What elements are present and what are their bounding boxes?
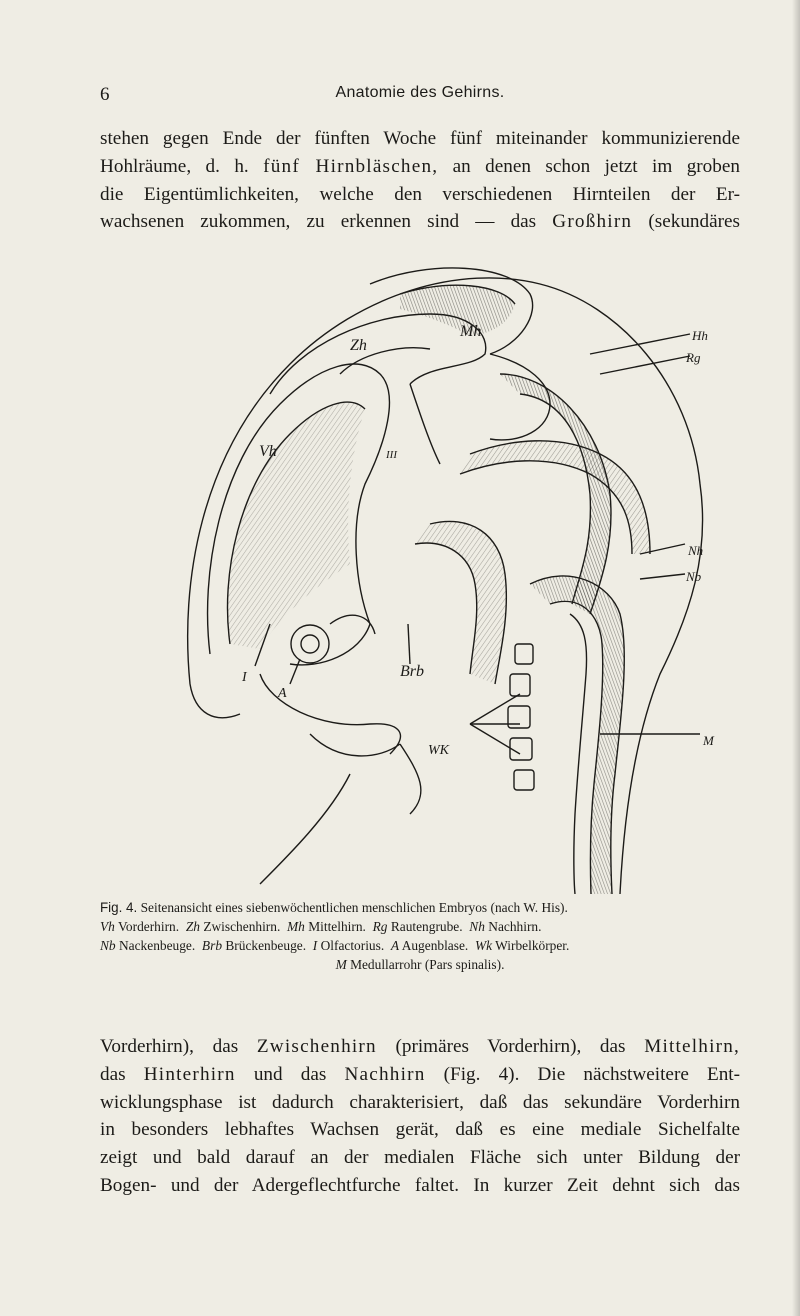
legend-text: Mittelhirn. <box>308 919 366 934</box>
label-wk: WK <box>428 743 449 758</box>
legend-abbr: Nb <box>100 938 116 953</box>
label-nb: Nb <box>686 569 702 584</box>
embryo-brain-figure <box>170 254 730 894</box>
caption-text: Seitenansicht eines siebenwöchentlichen menschlichen Embryos (nach W. His). <box>140 900 568 915</box>
label-iii: III <box>386 449 397 461</box>
label-vh: Vh <box>259 443 277 460</box>
text-run: Vorderhirn), das <box>100 1036 239 1057</box>
label-nh: Nh <box>688 543 704 558</box>
label-zh: Zh <box>350 337 367 354</box>
figure-number: Fig. 4. <box>100 900 138 915</box>
legend-abbr: Nh <box>469 919 485 934</box>
text-line: wicklungsphase ist dadurch charakterisiert, daß das sekundäre Vorderhirn <box>100 1091 740 1113</box>
text-run: wachsenen zukommen, zu erkennen sind — das <box>100 211 537 233</box>
legend-abbr: Rg <box>372 919 388 934</box>
page-edge-shadow <box>792 0 800 1316</box>
term-grosshirn: Großhirn <box>552 211 633 233</box>
text-line <box>100 1033 740 1061</box>
term-hinterhirn: Hinterhirn <box>143 1063 236 1085</box>
legend-abbr: Zh <box>185 919 200 934</box>
legend-text: Nachhirn. <box>488 919 542 934</box>
legend-abbr: M <box>335 957 347 972</box>
caption-line <box>100 936 740 955</box>
label-hh: Hh <box>692 328 708 343</box>
term-nachhirn: Nachhirn <box>344 1063 426 1085</box>
legend-abbr: Mh <box>287 919 305 934</box>
text-line <box>100 208 740 236</box>
label-rg: Rg <box>686 350 701 365</box>
running-head <box>100 84 740 108</box>
text-run: Hohlräume, d. h. <box>100 155 249 177</box>
caption-line <box>100 917 740 936</box>
legend-text: Wirbelkörper. <box>495 938 570 953</box>
legend-abbr: Vh <box>100 919 115 934</box>
label-i: I <box>242 670 247 685</box>
legend-text: Olfactorius. <box>320 938 385 953</box>
text-line: in besonders lebhaftes Wachsen gerät, daß es eine mediale Sichelfalte <box>100 1119 740 1141</box>
figure-caption <box>100 898 740 974</box>
legend-text: Brückenbeuge. <box>225 938 307 953</box>
legend-text: Augenblase. <box>401 938 469 953</box>
text-line: Bogen- und der Adergeflechtfurche faltet. In kurzer Zeit dehnt sich das <box>100 1174 740 1196</box>
text-line: die Eigentümlichkeiten, welche den verschiedenen Hirnteilen der Er- <box>100 183 740 205</box>
embryo-brain-drawing <box>170 254 730 894</box>
text-line: zeigt und bald darauf an der medialen Fläche sich unter Bildung der <box>100 1147 740 1169</box>
term-fuenf-hirnblaeschen: fünf Hirnbläschen, <box>263 155 439 177</box>
caption-line <box>100 898 740 917</box>
paragraph-top <box>100 125 740 236</box>
legend-abbr: I <box>312 938 318 953</box>
label-brb: Brb <box>400 663 424 680</box>
legend-abbr: A <box>390 938 400 953</box>
label-mh: Mh <box>460 323 482 340</box>
legend-abbr: Wk <box>474 938 493 953</box>
legend-text: Vorderhirn. <box>117 919 180 934</box>
legend-text: Zwischenhirn. <box>203 919 281 934</box>
text-run: das <box>100 1063 126 1085</box>
text-run: (primäres Vorderhirn), das <box>395 1036 626 1057</box>
text-run: an denen schon jetzt im groben <box>452 155 740 177</box>
label-a: A <box>278 686 287 701</box>
paragraph-bottom <box>100 1033 740 1200</box>
page-number: 6 <box>100 84 110 105</box>
header-title: Anatomie des Gehirns. <box>335 84 505 101</box>
text-line <box>100 153 740 181</box>
text-run: (sekundäres <box>648 211 740 233</box>
text-line: stehen gegen Ende der fünften Woche fünf miteinander kommunizierende <box>100 128 740 149</box>
legend-text: Medullarrohr (Pars spinalis). <box>350 957 505 972</box>
text-run: und das <box>253 1063 327 1085</box>
term-zwischenhirn: Zwischenhirn <box>256 1036 377 1057</box>
legend-text: Nackenbeuge. <box>119 938 196 953</box>
term-mittelhirn: Mittelhirn, <box>644 1036 740 1057</box>
caption-line <box>100 955 740 974</box>
text-run: (Fig. 4). Die nächstweitere Ent- <box>443 1063 741 1085</box>
legend-abbr: Brb <box>201 938 223 953</box>
label-m: M <box>703 733 714 748</box>
text-line <box>100 1061 740 1089</box>
legend-text: Rautengrube. <box>390 919 463 934</box>
